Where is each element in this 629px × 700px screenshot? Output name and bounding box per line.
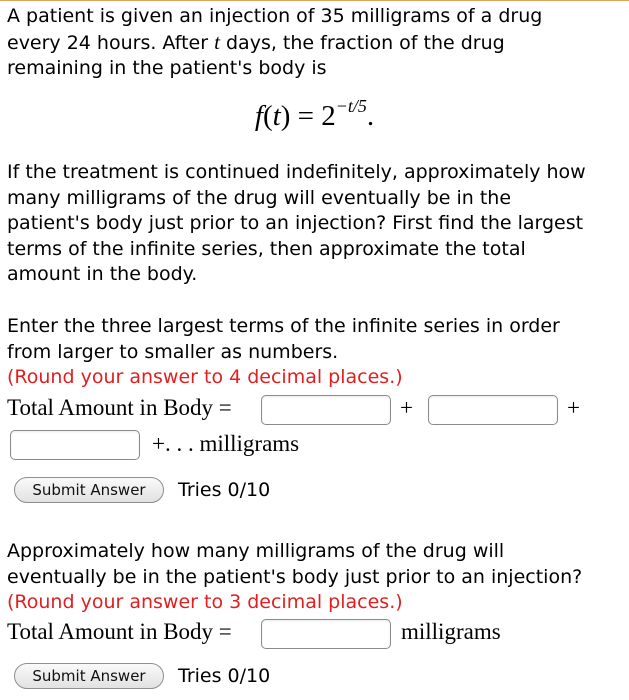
intro-line-2: every 24 hours. After t days, the fraction of the drug bbox=[7, 29, 505, 54]
term2-input[interactable] bbox=[428, 395, 558, 425]
body-line-4: terms of the infinite series, then approximate the total bbox=[7, 237, 526, 260]
part2-prompt-line-1: Approximately how many milligrams of the drug will bbox=[7, 540, 505, 562]
question-intro bbox=[7, 4, 619, 82]
submit-answer-button-2[interactable]: Submit Answer bbox=[14, 663, 164, 689]
tries-counter-2: Tries 0/10 bbox=[178, 665, 271, 687]
part1-prompt-line-2: from larger to smaller as numbers. bbox=[7, 340, 339, 363]
part1-suffix: +. . . milligrams bbox=[152, 431, 300, 456]
body-line-5: amount in the body. bbox=[7, 263, 198, 286]
plus-sign-1: + bbox=[400, 395, 413, 420]
total-amount-input[interactable] bbox=[261, 619, 391, 649]
part1-prompt bbox=[7, 314, 619, 391]
body-line-1: If the treatment is continued indefinitely, approximately how bbox=[7, 161, 586, 183]
question-body bbox=[7, 160, 619, 288]
part1-label: Total Amount in Body = bbox=[7, 395, 232, 420]
decay-formula: $f(t) = 2^{-t/5}$. bbox=[254, 96, 375, 132]
part1-round-note: (Round your answer to 4 decimal places.) bbox=[7, 366, 403, 389]
part1-prompt-line-1: Enter the three largest terms of the infinite series in order bbox=[7, 315, 560, 337]
formula-exponent: −t/5 bbox=[335, 96, 367, 116]
intro-line-3: remaining in the patient's body is bbox=[7, 57, 327, 80]
part2-label: Total Amount in Body = bbox=[7, 619, 232, 644]
variable-t: t bbox=[214, 29, 220, 54]
body-line-2: many milligrams of the drug will eventually be in the bbox=[7, 186, 512, 209]
tries-counter-1: Tries 0/10 bbox=[178, 479, 271, 501]
part2-prompt-line-2: eventually be in the patient's body just prior to an injection? bbox=[7, 565, 583, 588]
submit-answer-button-1[interactable]: Submit Answer bbox=[14, 477, 164, 503]
intro-line-1: A patient is given an injection of 35 milligrams of a drug bbox=[7, 5, 543, 27]
plus-sign-2: + bbox=[567, 395, 580, 420]
part2-unit: milligrams bbox=[401, 619, 501, 644]
body-line-3: patient's body just prior to an injection? First find the largest bbox=[7, 212, 584, 235]
part2-round-note: (Round your answer to 3 decimal places.) bbox=[7, 591, 403, 614]
top-divider bbox=[0, 0, 629, 1]
part2-prompt bbox=[7, 539, 619, 616]
term1-input[interactable] bbox=[261, 395, 391, 425]
term3-input[interactable] bbox=[10, 430, 140, 460]
